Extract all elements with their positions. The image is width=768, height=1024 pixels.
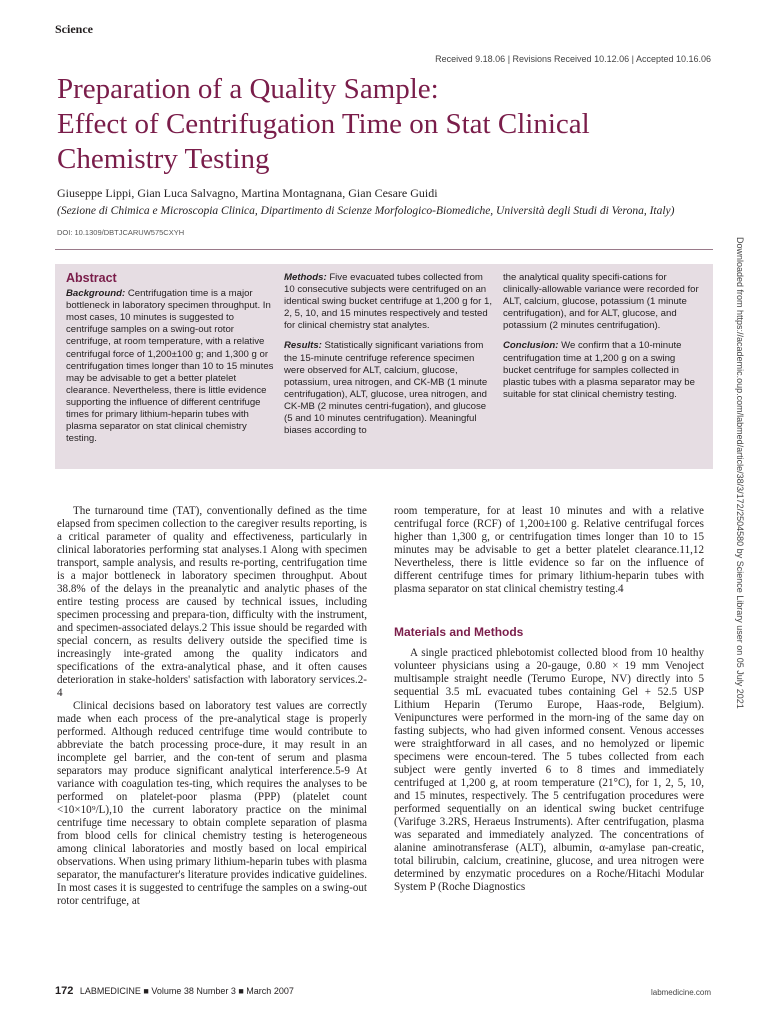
author-list: Giuseppe Lippi, Gian Luca Salvagno, Martina Montagnana, Gian Cesare Guidi bbox=[57, 186, 438, 200]
abstract-background bbox=[66, 288, 274, 445]
body-column-right bbox=[394, 505, 704, 894]
journal-info: LABMEDICINE ■ Volume 38 Number 3 ■ March 2007 bbox=[79, 986, 294, 996]
section-heading-methods: Materials and Methods bbox=[394, 625, 524, 639]
affiliation: (Sezione di Chimica e Microscopia Clinica, Dipartimento di Scienze Morfologico-Biomediche, Università degli Studi di Verona, Italy) bbox=[57, 205, 675, 217]
results-continued: the analytical quality specifi-cations for clinically-allowable variance were recorded for ALT, calcium, glucose, potassium (1 minute centrifugation), and for ALT, glucose, and potassium (2 minutes centrifugation). bbox=[503, 272, 699, 332]
methods-text: Five evacuated tubes collected from 10 consecutive subjects were centrifuged on an identical swing bucket centrifuge at 1,200 g for 1, 2, 5, 10, and 15 minutes respectively and tested for clinical chemistry stat analytes. bbox=[284, 272, 492, 332]
methods-label: Methods: bbox=[284, 272, 327, 283]
section-label: Science bbox=[55, 22, 93, 36]
doi[interactable]: DOI: 10.1309/DBTJCARUW575CXYH bbox=[57, 228, 185, 237]
intro-paragraph-2: Clinical decisions based on laboratory test values are correctly made when each process of the pre-analytical stage is properly performed. Although reduced centrifuge time would contribute to abbreviate the batch processing proce-dure, it may result in an incomplete gel barrier, and the con-tent of serum and plasma separators may produce significant analytical interference.5-9 At variance with coagulation tes-ting, which requires the analyses to be performed on platelet-poor plasma (PPP) (platelet count <10×10⁹/L),10 the current laboratory practice on the minimal centrifuge time necessary to obtain complete separation of plasma from blood cells for clinical chemistry testing is heterogeneous among clinical laboratories and mostly based on local empirical observations. When using primary lithium-heparin tubes with plasma separator, the manufacturer's literature provides indicative guidelines. In most cases it is suggested to centrifuge the samples on a swing-out rotor centrifuge, at bbox=[57, 700, 367, 907]
abstract-column-3 bbox=[503, 272, 703, 409]
results-label: Results: bbox=[284, 340, 322, 352]
abstract-column-1 bbox=[66, 272, 274, 453]
conclusion-text: We confirm that a 10-minute centrifugation time at 1,200 g on a swing bucket centrifuge for samples collected in plastic tubes with a plasma separator may be suitable for stat clinical chemistry testing. bbox=[503, 340, 695, 400]
download-watermark: Downloaded from https://academic.oup.com/labmed/article/38/3/172/2504580 by Science Library user on 05 July 2021 bbox=[735, 237, 745, 709]
methods-paragraph-1: A single practiced phlebotomist collected blood from 10 healthy volunteer physicians using a 20-gauge, 0.80 × 19 mm Venoject multisample straight needle (Terumo Europe, NV) directly into 5 sequential 3.5 mL evacuated tubes containing Gel + 52.5 USP Lithium Heparin (Terumo Europe, Haas-rode, Belgium). Venipunctures were performed in the morn-ing of the same day on fasting subjects, who had given informed consent. Venous accesses were straightforward in all cases, and no hemolyzed or lipemic specimens were encoun-tered. The 5 tubes collected from each subject were gently inverted 6 to 8 times and immediately centrifuged at 1,200 g, at room temperature (21°C), for 1, 2, 5, 10, and 15 minutes, respectively. The 5 centrifugation procedures were performed sequentially on an identical swing bucket centrifuge (Varifuge 3.2RS, Heraeus Instruments). After centrifugation, plasma was separated and immediately analyzed. The concentrations of alanine aminotransferase (ALT), albumin, α-amylase pan-creatic, total bilirubin, calcium, creatinine, glucose, and urea nitrogen were determined by enzymatic procedures on a Roche/Hitachi Modular System P (Roche Diagnostics bbox=[394, 647, 704, 893]
divider bbox=[55, 249, 713, 250]
results-text: Statistically significant variations from the 15-minute centrifuge reference specimen were observed for ALT, calcium, glucose, potassium, urea nitrogen, and CK-MB (1 minute centrifugation), ALT, glucose, urea nitrogen, and CK-MB (2 minutes centri-fugation), and glucose (5 and 10 minutes centrifugation). Meaningful biases according to bbox=[284, 340, 488, 437]
body-column-left bbox=[57, 505, 367, 908]
background-label: Background: bbox=[66, 288, 126, 300]
title-line-2: Effect of Centrifugation Time on Stat Clinical bbox=[57, 108, 590, 140]
title-line-3: Chemistry Testing bbox=[57, 143, 270, 175]
abstract-column-2 bbox=[284, 272, 492, 445]
page-number: 172 bbox=[55, 985, 74, 997]
intro-paragraph-1: The turnaround time (TAT), conventionally defined as the time elapsed from specimen collection to the caregiver results reporting, is a critical parameter of quality and effectiveness, particularly in clinical laboratories performing stat analyses.1 Along with specimen transport, sample analysis, and results re-porting, centrifugation time is a major bottleneck in laboratory specimen throughput. About 38.8% of the delays in the preanalytic and analytic phases of the entire testing process are caused by technical issues, including specimen processing and prepara-tion, difficulty with the instrument, and specimen-associated delays.2 This issue should be regarded with special concern, as results delivery outside the specified time is increasingly inte-grated among the quality indicators and specifications of the extra-analytical phase, and it often causes deterioration in stake-holders' satisfaction with laboratory services.2-4 bbox=[57, 505, 367, 699]
abstract-conclusion bbox=[503, 340, 703, 400]
abstract-results bbox=[284, 340, 492, 437]
abstract-methods bbox=[284, 272, 492, 332]
page-footer bbox=[55, 985, 294, 997]
journal-website-link[interactable]: labmedicine.com bbox=[650, 988, 711, 997]
received-dates: Received 9.18.06 | Revisions Received 10.12.06 | Accepted 10.16.06 bbox=[435, 54, 711, 64]
intro-paragraph-3: room temperature, for at least 10 minutes and with a relative centrifugal force (RCF) of 1,200±100 g. Relative centrifugal forces higher than 1,300 g, or centrifugation times longer than 10 to 15 minutes may be advisable to get a better platelet clearance.11,12 Nevertheless, there is little evidence so far on the influence of different centrifuge times for primary lithium-heparin tubes with plasma separator on stat clinical chemistry testing.4 bbox=[394, 505, 704, 595]
background-text: Centrifugation time is a major bottleneck in laboratory specimen throughput. In most cases, 10 minutes is suggested to centrifuge samples on a swing-out rotor centrifuge, at room temperature, with a relative centrifugal force of 1,200±100 g; and 1,300 g or centrifugation times longer than 10 to 15 minutes may be advisable to get a better platelet clearance. Nevertheless, there is little evidence supporting the influence of different centrifuge times for primary lithium-heparin tubes with plasma separator on stat clinical chemistry testing. bbox=[66, 288, 274, 445]
title-line-1: Preparation of a Quality Sample: bbox=[57, 73, 439, 105]
article-title bbox=[57, 72, 697, 177]
conclusion-label: Conclusion: bbox=[503, 340, 559, 352]
abstract-heading: Abstract bbox=[66, 271, 117, 285]
